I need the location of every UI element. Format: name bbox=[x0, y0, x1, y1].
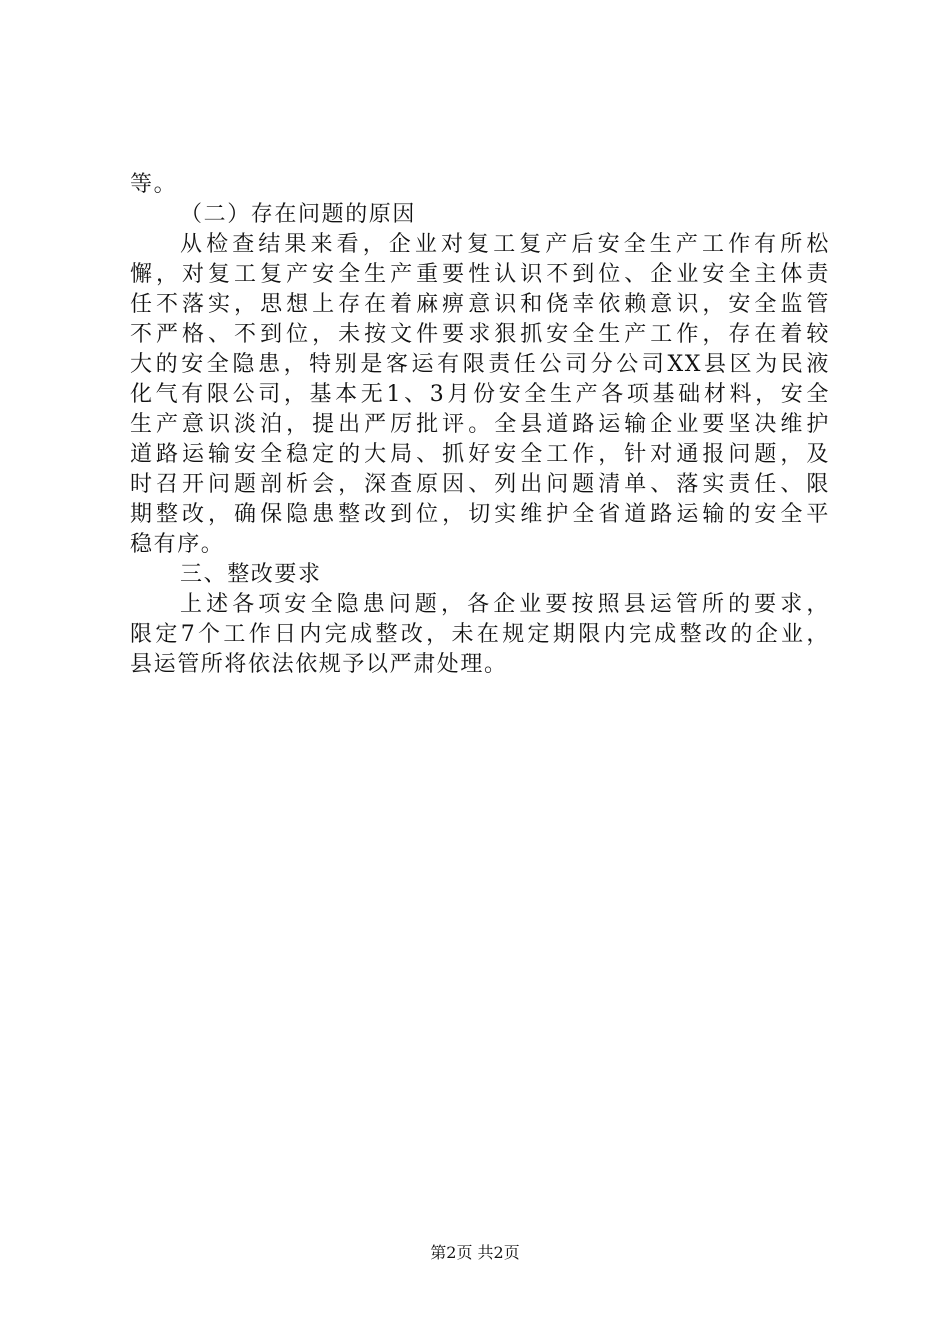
text-line: 懈，对复工复产安全生产重要性认识不到位、企业安全主体责 bbox=[130, 262, 830, 287]
section-heading: 三、整改要求 bbox=[180, 562, 322, 587]
text-line: 等。 bbox=[130, 172, 178, 197]
text-line: 化气有限公司，基本无1、3月份安全生产各项基础材料，安全 bbox=[130, 382, 830, 407]
text-line: 上述各项安全隐患问题，各企业要按照县运管所的要求， bbox=[180, 592, 830, 617]
text-line: 从检查结果来看，企业对复工复产后安全生产工作有所松 bbox=[180, 232, 830, 257]
text-line: 任不落实，思想上存在着麻痹意识和侥幸依赖意识，安全监管 bbox=[130, 292, 830, 317]
section-heading: （二）存在问题的原因 bbox=[180, 202, 417, 227]
text-line: 不严格、不到位，未按文件要求狠抓安全生产工作，存在着较 bbox=[130, 322, 830, 347]
text-line: 生产意识淡泊，提出严厉批评。全县道路运输企业要坚决维护 bbox=[130, 412, 830, 437]
text-line: 道路运输安全稳定的大局、抓好安全工作，针对通报问题，及 bbox=[130, 442, 830, 467]
text-line: 县运管所将依法依规予以严肃处理。 bbox=[130, 652, 508, 677]
text-line: 稳有序。 bbox=[130, 532, 225, 557]
body-text bbox=[130, 170, 830, 680]
text-line: 限定7个工作日内完成整改，未在规定期限内完成整改的企业， bbox=[130, 622, 830, 647]
text-line: 期整改，确保隐患整改到位，切实维护全省道路运输的安全平 bbox=[130, 502, 830, 527]
page-number-footer: 第2页 共2页 bbox=[430, 1243, 520, 1262]
text-line: 大的安全隐患，特别是客运有限责任公司分公司XX县区为民液 bbox=[130, 352, 830, 377]
text-line: 时召开问题剖析会，深查原因、列出问题清单、落实责任、限 bbox=[130, 472, 830, 497]
